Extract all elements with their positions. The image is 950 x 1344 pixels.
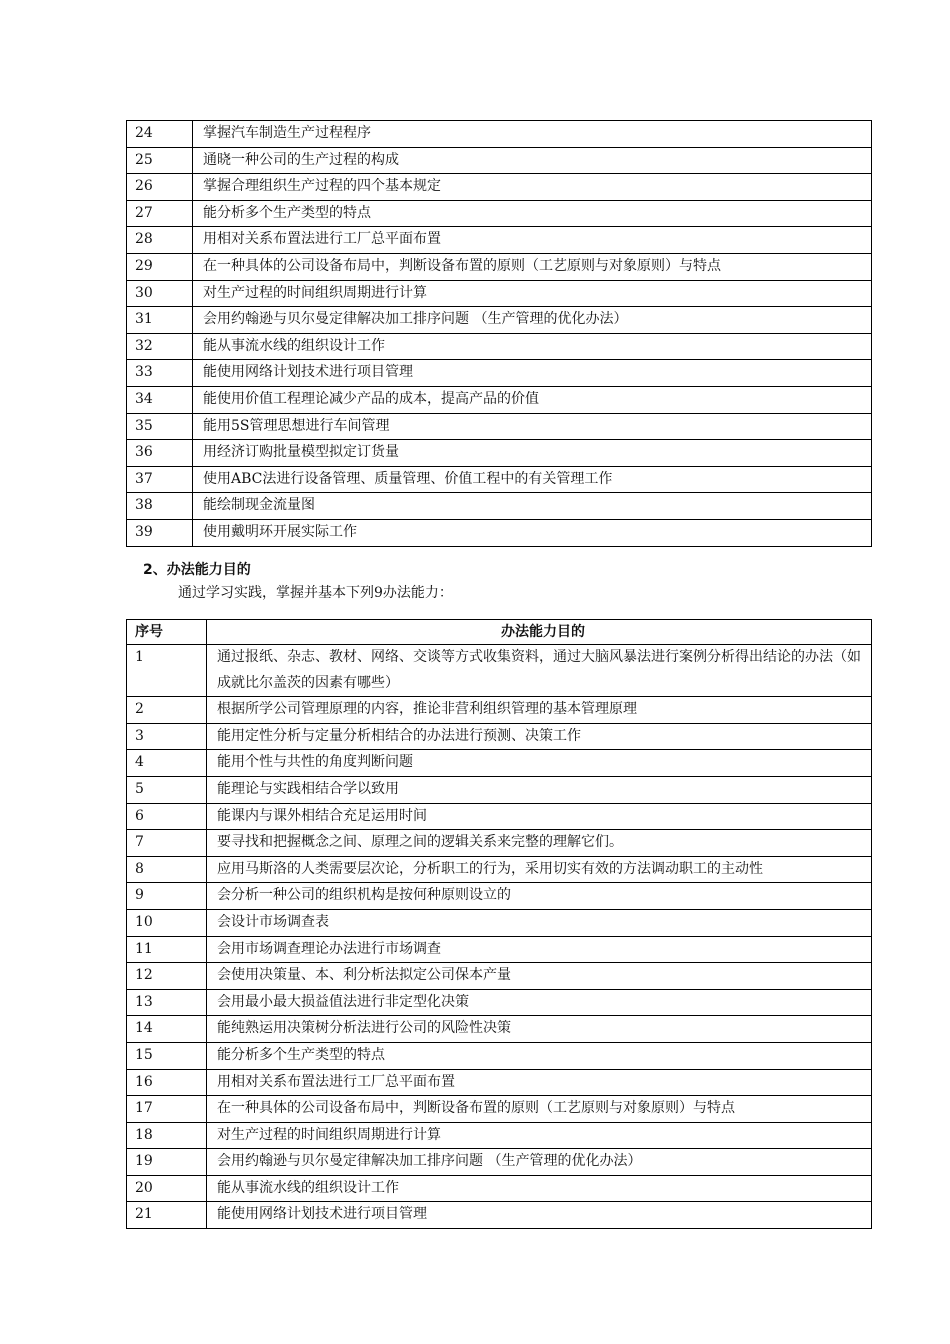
row-text: 会用市场调查理论办法进行市场调查 xyxy=(207,936,872,963)
row-text: 能分析多个生产类型的特点 xyxy=(193,200,872,227)
table-row xyxy=(127,803,872,830)
row-text: 掌握汽车制造生产过程程序 xyxy=(193,121,872,148)
row-text: 能从事流水线的组织设计工作 xyxy=(207,1175,872,1202)
table-row xyxy=(127,493,872,520)
row-number: 10 xyxy=(127,909,207,936)
row-text: 用经济订购批量模型拟定订货量 xyxy=(193,440,872,467)
table-header-row xyxy=(127,620,872,645)
row-number: 34 xyxy=(127,386,193,413)
table-row xyxy=(127,519,872,546)
table-row xyxy=(127,776,872,803)
table-row xyxy=(127,413,872,440)
row-text: 通过报纸、杂志、教材、网络、交谈等方式收集资料，通过大脑风暴法进行案例分析得出结论的办法（如成就比尔盖茨的因素有哪些） xyxy=(207,645,872,697)
row-text: 会分析一种公司的组织机构是按何种原则设立的 xyxy=(207,883,872,910)
row-text: 能用5S管理思想进行车间管理 xyxy=(193,413,872,440)
row-text: 用相对关系布置法进行工厂总平面布置 xyxy=(207,1069,872,1096)
row-number: 29 xyxy=(127,253,193,280)
table-row xyxy=(127,1149,872,1176)
table-row xyxy=(127,936,872,963)
table-row xyxy=(127,1069,872,1096)
table-row xyxy=(127,1042,872,1069)
row-number: 25 xyxy=(127,147,193,174)
table-row xyxy=(127,253,872,280)
row-text: 会设计市场调查表 xyxy=(207,909,872,936)
row-number: 38 xyxy=(127,493,193,520)
row-text: 能用定性分析与定量分析相结合的办法进行预测、决策工作 xyxy=(207,723,872,750)
row-text: 对生产过程的时间组织周期进行计算 xyxy=(193,280,872,307)
row-number: 14 xyxy=(127,1016,207,1043)
row-text: 能理论与实践相结合学以致用 xyxy=(207,776,872,803)
row-number: 39 xyxy=(127,519,193,546)
table-row xyxy=(127,1202,872,1229)
table-row xyxy=(127,307,872,334)
row-number: 12 xyxy=(127,963,207,990)
row-text: 能分析多个生产类型的特点 xyxy=(207,1042,872,1069)
row-number: 37 xyxy=(127,466,193,493)
row-number: 36 xyxy=(127,440,193,467)
row-text: 用相对关系布置法进行工厂总平面布置 xyxy=(193,227,872,254)
row-text: 根据所学公司管理原理的内容，推论非营利组织管理的基本管理原理 xyxy=(207,697,872,724)
row-number: 13 xyxy=(127,989,207,1016)
row-number: 1 xyxy=(127,645,207,697)
row-text: 使用ABC法进行设备管理、质量管理、价值工程中的有关管理工作 xyxy=(193,466,872,493)
table-row xyxy=(127,989,872,1016)
table-row xyxy=(127,750,872,777)
row-text: 会用约翰逊与贝尔曼定律解决加工排序问题 （生产管理的优化办法） xyxy=(207,1149,872,1176)
row-text: 能用个性与共性的角度判断问题 xyxy=(207,750,872,777)
table-row xyxy=(127,1096,872,1123)
row-text: 会用最小最大损益值法进行非定型化决策 xyxy=(207,989,872,1016)
table-row xyxy=(127,360,872,387)
row-text: 能绘制现金流量图 xyxy=(193,493,872,520)
row-number: 27 xyxy=(127,200,193,227)
row-text: 应用马斯洛的人类需要层次论，分析职工的行为，采用切实有效的方法调动职工的主动性 xyxy=(207,856,872,883)
row-text: 通晓一种公司的生产过程的构成 xyxy=(193,147,872,174)
row-number: 8 xyxy=(127,856,207,883)
table-row xyxy=(127,280,872,307)
table-row xyxy=(127,856,872,883)
row-text: 能使用网络计划技术进行项目管理 xyxy=(207,1202,872,1229)
table-row xyxy=(127,645,872,697)
table-row xyxy=(127,227,872,254)
row-number: 16 xyxy=(127,1069,207,1096)
row-number: 3 xyxy=(127,723,207,750)
table-row xyxy=(127,1175,872,1202)
row-number: 2 xyxy=(127,697,207,724)
row-text: 使用戴明环开展实际工作 xyxy=(193,519,872,546)
table-row xyxy=(127,723,872,750)
row-number: 28 xyxy=(127,227,193,254)
table-row xyxy=(127,386,872,413)
row-number: 7 xyxy=(127,830,207,857)
table-row xyxy=(127,963,872,990)
row-text: 对生产过程的时间组织周期进行计算 xyxy=(207,1122,872,1149)
row-text: 在一种具体的公司设备布局中，判断设备布置的原则（工艺原则与对象原则）与特点 xyxy=(207,1096,872,1123)
section-intro: 通过学习实践，掌握并基本下列9办法能力： xyxy=(178,585,453,601)
row-number: 33 xyxy=(127,360,193,387)
row-number: 4 xyxy=(127,750,207,777)
row-number: 15 xyxy=(127,1042,207,1069)
row-text: 掌握合理组织生产过程的四个基本规定 xyxy=(193,174,872,201)
section-heading: 2、办法能力目的 xyxy=(143,562,251,578)
table-row xyxy=(127,440,872,467)
row-text: 在一种具体的公司设备布局中，判断设备布置的原则（工艺原则与对象原则）与特点 xyxy=(193,253,872,280)
row-number: 30 xyxy=(127,280,193,307)
row-number: 5 xyxy=(127,776,207,803)
row-number: 24 xyxy=(127,121,193,148)
row-text: 能从事流水线的组织设计工作 xyxy=(193,333,872,360)
row-text: 能使用网络计划技术进行项目管理 xyxy=(193,360,872,387)
row-text: 能使用价值工程理论减少产品的成本，提高产品的价值 xyxy=(193,386,872,413)
table-row xyxy=(127,883,872,910)
header-objective: 办法能力目的 xyxy=(207,620,872,645)
row-number: 18 xyxy=(127,1122,207,1149)
row-text: 能课内与课外相结合充足运用时间 xyxy=(207,803,872,830)
table-row xyxy=(127,1016,872,1043)
row-number: 31 xyxy=(127,307,193,334)
row-number: 35 xyxy=(127,413,193,440)
header-seq: 序号 xyxy=(127,620,207,645)
table-row xyxy=(127,147,872,174)
row-text: 能纯熟运用决策树分析法进行公司的风险性决策 xyxy=(207,1016,872,1043)
table-row xyxy=(127,333,872,360)
row-number: 26 xyxy=(127,174,193,201)
row-text: 会用约翰逊与贝尔曼定律解决加工排序问题 （生产管理的优化办法） xyxy=(193,307,872,334)
table-row xyxy=(127,466,872,493)
row-text: 要寻找和把握概念之间、原理之间的逻辑关系来完整的理解它们。 xyxy=(207,830,872,857)
table-row xyxy=(127,697,872,724)
row-number: 11 xyxy=(127,936,207,963)
row-number: 19 xyxy=(127,1149,207,1176)
competency-table-body xyxy=(127,121,872,547)
row-number: 6 xyxy=(127,803,207,830)
method-ability-table xyxy=(126,619,872,1229)
row-number: 21 xyxy=(127,1202,207,1229)
table-row xyxy=(127,830,872,857)
table-row xyxy=(127,200,872,227)
row-number: 32 xyxy=(127,333,193,360)
table-row xyxy=(127,909,872,936)
competency-table-continued xyxy=(126,120,872,547)
table-row xyxy=(127,174,872,201)
row-number: 17 xyxy=(127,1096,207,1123)
row-text: 会使用决策量、本、利分析法拟定公司保本产量 xyxy=(207,963,872,990)
row-number: 9 xyxy=(127,883,207,910)
method-ability-table-body xyxy=(127,645,872,1229)
table-row xyxy=(127,1122,872,1149)
row-number: 20 xyxy=(127,1175,207,1202)
table-row xyxy=(127,121,872,148)
